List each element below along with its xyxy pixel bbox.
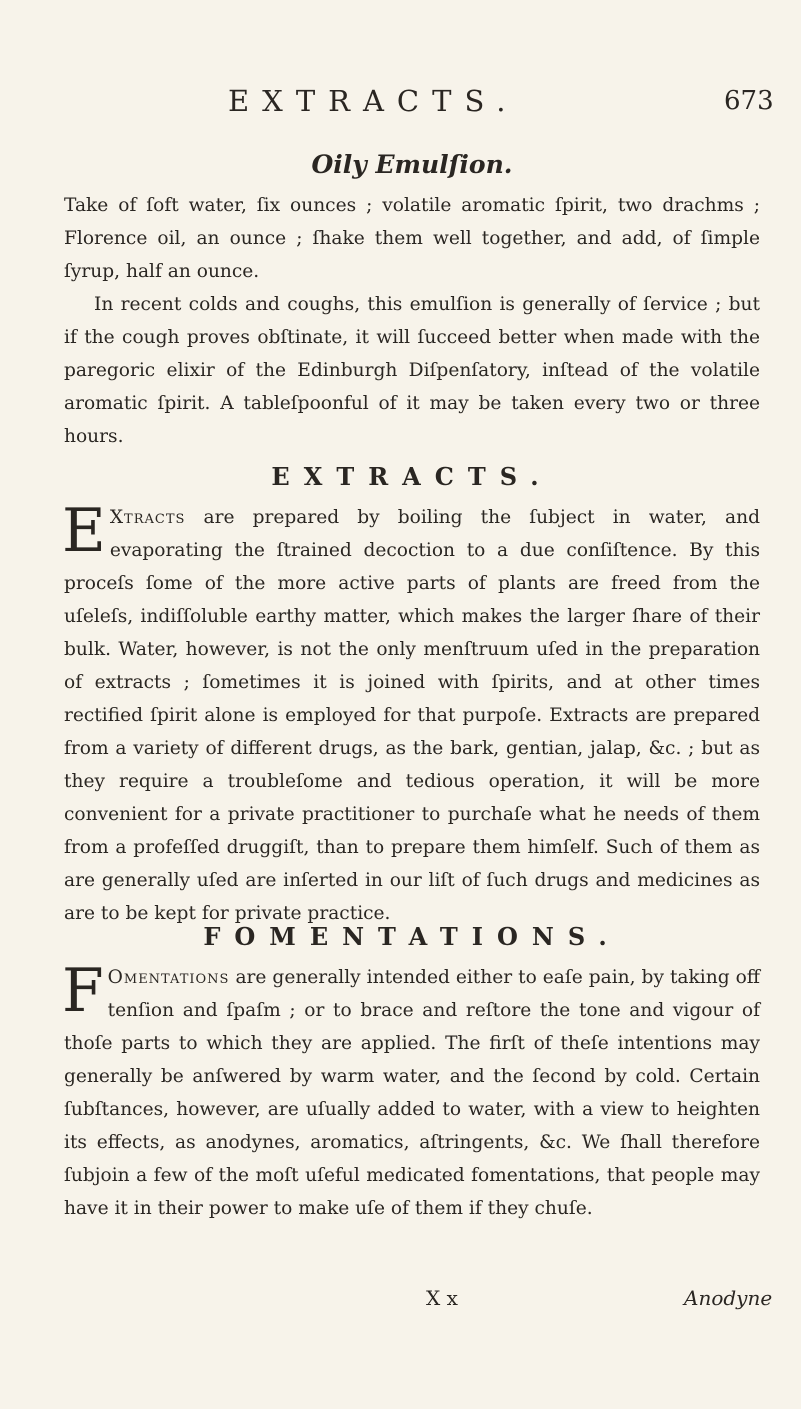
extracts-body: are prepared by boiling the ſubject in water, and evaporating the ſtrained decoction to a due conſiſtence. By this proceſs ſome of the more active parts of plants are freed from the uſeleſs, indiſſoluble earthy matter, which makes the larger ſhare of their bulk. Water, however, is not the only menſtruum uſed in the preparation of extracts ; ſometimes it is joined with ſpirits, and at other times rectified ſpirit alone is employed for that purpoſe. Extracts are prepared from a variety of different drugs, as the bark, gentian, jalap, &c. ; but as they require a troubleſome and tedious operation, it will be more convenient for a private practitioner to purchaſe what he needs of them from a profeſſed druggiſt, than to prepare them himſelf. Such of them as are generally uſed are inſerted in our liſt of ſuch drugs and medicines as are to be kept for private practice. — [64, 507, 760, 924]
oily-emulsion-usage: In recent colds and coughs, this emulſion is generally of ſervice ; but if the cough proves obſtinate, it will ſucceed better when made with the paregoric elixir of the Edinburgh Diſpenſatory, inſtead of the volatile aromatic ſpirit. A tableſpoonful of it may be taken every two or three hours. — [64, 294, 760, 447]
fomentations-paragraph — [62, 956, 760, 1225]
signature-mark: X x — [426, 1286, 458, 1310]
fomentations-heading: FOMENTATIONS. — [203, 922, 621, 951]
extracts-lead-word: Xtracts — [109, 507, 186, 528]
fomentations-section — [64, 922, 760, 1225]
extracts-heading: EXTRACTS. — [271, 462, 553, 491]
fomentations-drop-cap: F — [62, 956, 104, 1026]
extracts-paragraph — [62, 496, 760, 930]
extracts-section — [64, 462, 760, 930]
extracts-drop-cap: E — [62, 496, 106, 566]
fomentations-lead-word: Omentations — [107, 967, 230, 988]
catchword: Anodyne — [684, 1286, 773, 1310]
oily-emulsion-recipe: Take of ſoft water, ſix ounces ; volatile aromatic ſpirit, two drachms ; Florence oil, an ounce ; ſhake them well together, and add, of ſimple ſyrup, half an ounce. — [64, 195, 760, 282]
page-number: 673 — [724, 86, 774, 116]
oily-emulsion-title: Oily Emulſion. — [311, 150, 513, 179]
fomentations-body: are generally intended either to eaſe pain, by taking off tenſion and ſpaſm ; or to brace and reſtore the tone and vigour of thoſe parts to which they are applied. The firſt of theſe intentions may generally be anſwered by warm water, and the ſecond by cold. Certain ſubſtances, however, are uſually added to water, with a view to heighten its effects, as anodynes, aromatics, aſtringents, &c. We ſhall therefore ſubjoin a few of the moſt uſeful medicated fomentations, that people may have it in their power to make uſe of them if they chuſe. — [64, 967, 760, 1219]
page-footer — [0, 1286, 801, 1316]
oily-emulsion-section — [64, 150, 760, 453]
running-head-title: EXTRACTS. — [228, 84, 519, 118]
running-head — [0, 84, 801, 124]
